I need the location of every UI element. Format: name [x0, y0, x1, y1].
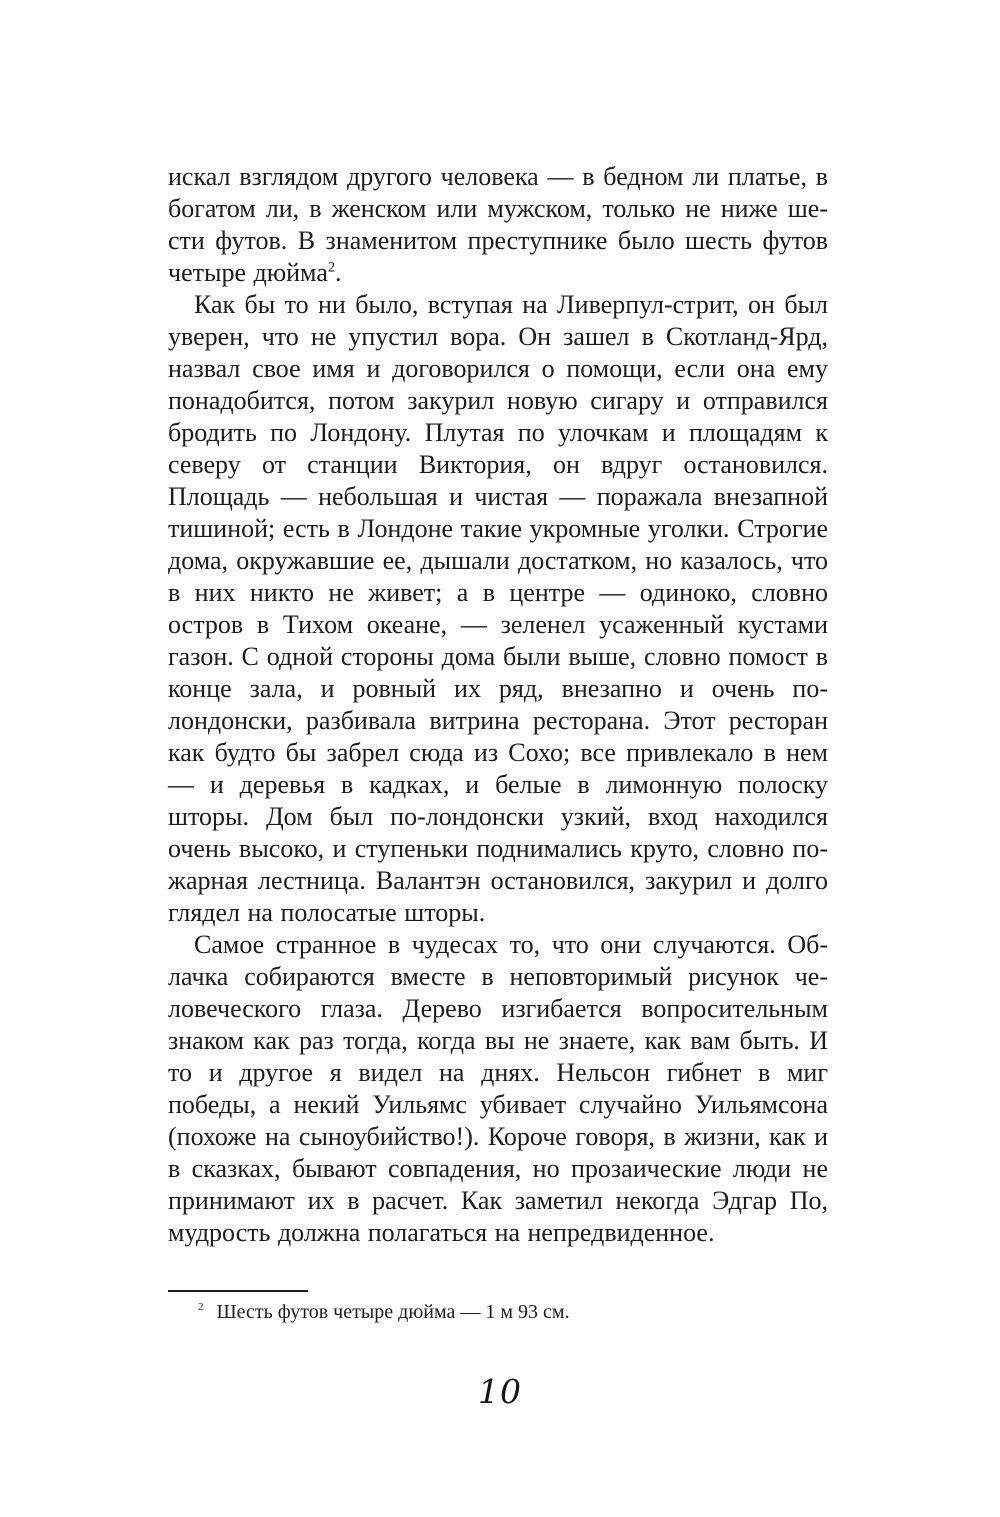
paragraph: Как бы то ни было, вступая на Ливерпул-стрит, он был уверен, что не упустил вора. Он зашел в Скотланд-Ярд, назвал свое имя и договорился о помощи, если она ему понадобится, потом закурил новую сигару и отправился бродить по Лондону. Плутая по улочкам и площадям к северу от станции Виктория, он вдруг остановился. Площадь — небольшая и чистая — поражала внезапной тишиной; есть в Лондоне такие укромные уголки. Строгие дома, окружавшие ее, дышали достатком, но казалось, что в них никто не живет; а в центре — одиноко, словно остров в Тихом океане, — зеленел усаженный кустами газон. С одной стороны дома были выше, словно помост в конце зала, и ровный их ряд, внезапно и очень по-лондонски, разбивала витрина ресторана. Этот ресторан как будто бы забрел сюда из Сохо; все привлекало в нем — и деревья в кадках, и белые в лимонную полоску шторы. Дом был по-лондонски узкий, вход находился очень высоко, и ступеньки поднимались круто, словно пожарная лестница. Валантэн остановился, закурил и долго глядел на полосатые шторы. [168, 290, 828, 927]
page-number: 10 [478, 1372, 522, 1411]
footnote-text [168, 1299, 828, 1325]
footnote-marker: 2 [198, 1301, 204, 1314]
footnote-body: Шесть футов четыре дюйма — 1 м 93 см. [216, 1301, 570, 1323]
footnote-separator [168, 1290, 308, 1292]
paragraph: искал взглядом другого человека — в бедном ли платье, в богатом ли, в женском или мужском, только не ниже шести футов. В знаменитом преступнике было шесть футов четыре дюйма$^2$. [168, 162, 828, 287]
paragraph: Самое странное в чудесах то, что они случаются. Облачка собираются вместе в неповторимый рисунок человеческого глаза. Дерево изгибается вопросительным знаком как раз тогда, когда вы не знаете, как вам быть. И то и другое я видел на днях. Нельсон гибнет в миг победы, а некий Уильямс убивает случайно Уильямсона (похоже на сыноубийство!). Короче говоря, в жизни, как и в сказках, бывают совпадения, но прозаические люди не принимают их в расчет. Как заметил некогда Эдгар По, мудрость должна полагаться на непредвиденное. [168, 930, 828, 1247]
footnote-reference: 2 [327, 259, 336, 276]
footnote [168, 1290, 828, 1325]
text-block [168, 161, 828, 1249]
